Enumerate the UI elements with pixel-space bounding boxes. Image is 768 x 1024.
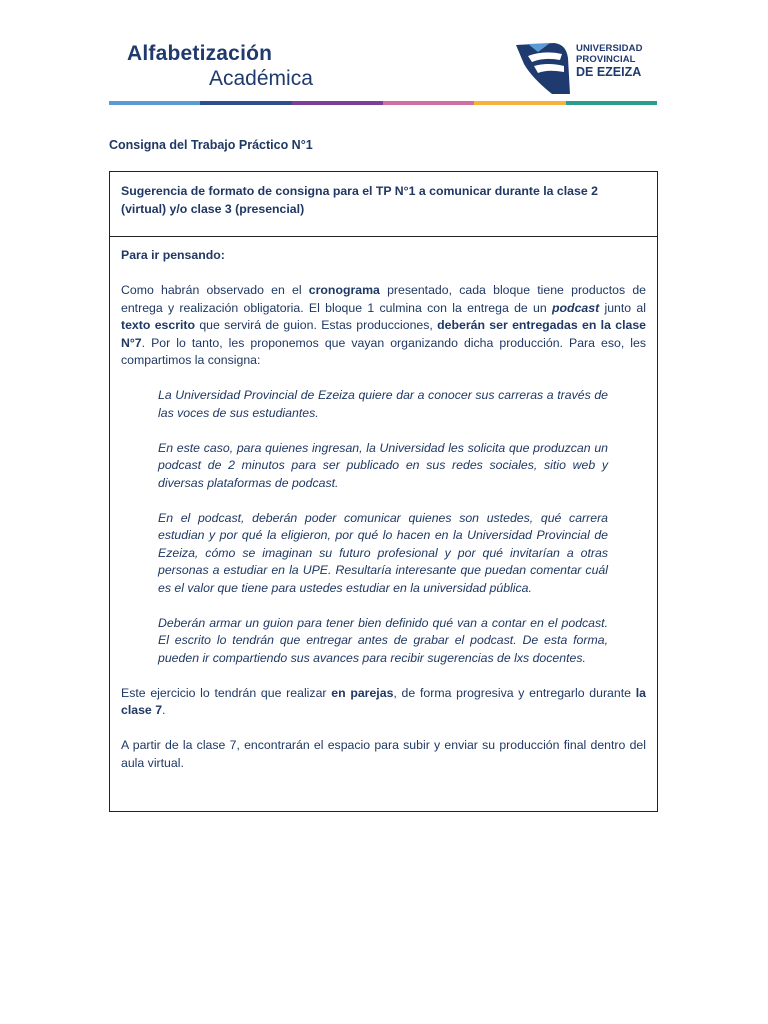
color-bar-segment xyxy=(383,101,474,105)
logo-line-2: PROVINCIAL xyxy=(576,54,636,65)
logo-line-3: DE EZEIZA xyxy=(576,65,642,79)
intro-paragraph: Como habrán observado en el cronograma presentado, cada bloque tiene productos de entrega y realización obligatoria. El bloque 1 culmina con la entrega de un podcast junto al texto escrito que servirá de guion. Estas producciones, deberán ser entregadas en la clase N°7. Por lo tanto, les proponemos que vayan organizando dicha producción. Para eso, les compartimos la consigna: xyxy=(121,283,647,367)
assignment-body xyxy=(110,237,657,772)
color-bar-segment xyxy=(474,101,565,105)
header-color-bar xyxy=(109,101,657,105)
quote-paragraph: En el podcast, deberán poder comunicar quienes son ustedes, qué carrera estudian y por qué la eligieron, por qué lo hacen en la Universidad Provincial de Ezeiza, cómo se imaginan su futuro profesional y por qué invitarían a otras personas a estudiar en la UPE. Resultaría interesante que puedan comentar cuál es el valor que tiene para ustedes estudiar en la universidad pública. xyxy=(158,510,608,595)
brand-line-1: Alfabetización xyxy=(127,42,273,65)
quote-paragraph: Deberán armar un guion para tener bien definido qué van a contar en el podcast. El escrito lo tendrán que entregar antes de grabar el podcast. De esta forma, pueden ir compartiendo sus avances para recibir sugerencias de lxs docentes. xyxy=(158,615,608,665)
assignment-heading: Sugerencia de formato de consigna para el TP N°1 a comunicar durante la clase 2 (virtual) y/o clase 3 (presencial) xyxy=(110,172,657,237)
color-bar-segment xyxy=(109,101,200,105)
university-emblem-icon xyxy=(514,42,584,98)
assignment-box xyxy=(109,171,658,812)
assignment-subtitle: Para ir pensando: xyxy=(121,248,225,262)
quote-paragraph: La Universidad Provincial de Ezeiza quiere dar a conocer sus carreras a través de las voces de sus estudiantes. xyxy=(158,388,608,420)
quote-paragraph: En este caso, para quienes ingresan, la Universidad les solicita que produzcan un podcast de 2 minutos para ser publicado en sus redes sociales, sitio web y diversas plataformas de podcast. xyxy=(158,440,608,490)
document-title: Consigna del Trabajo Práctico N°1 xyxy=(109,138,313,152)
logo-text xyxy=(576,43,643,79)
color-bar-segment xyxy=(292,101,383,105)
page-header xyxy=(0,0,768,110)
submission-paragraph: A partir de la clase 7, encontrarán el espacio para subir y enviar su producción final dentro del aula virtual. xyxy=(121,738,646,770)
logo-line-1: UNIVERSIDAD xyxy=(576,43,643,54)
color-bar-segment xyxy=(566,101,657,105)
brand-line-2: Académica xyxy=(209,67,313,90)
university-logo xyxy=(514,40,654,98)
color-bar-segment xyxy=(200,101,291,105)
pairs-paragraph: Este ejercicio lo tendrán que realizar en parejas, de forma progresiva y entregarlo durante la clase 7. xyxy=(121,685,646,717)
brand-title xyxy=(127,42,313,92)
